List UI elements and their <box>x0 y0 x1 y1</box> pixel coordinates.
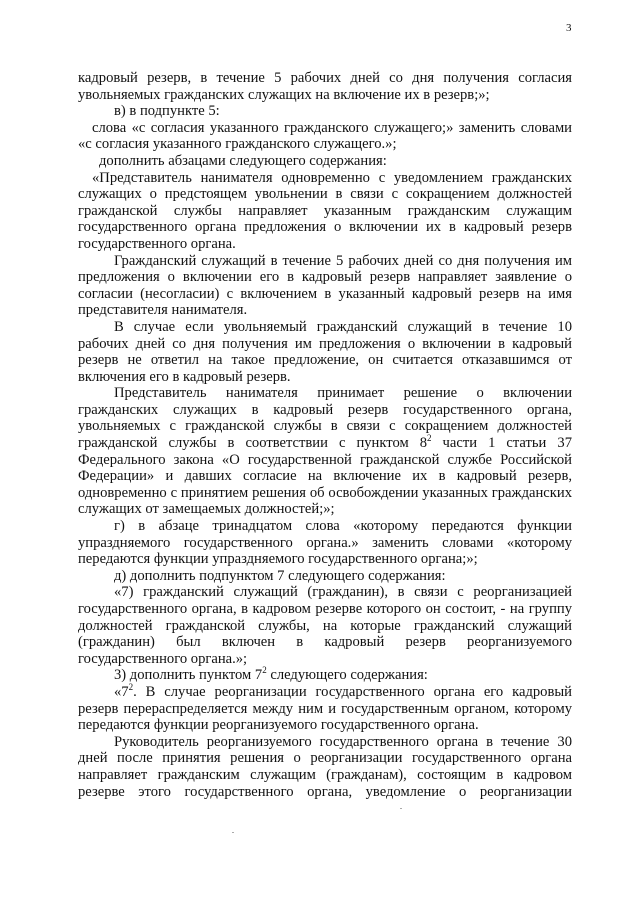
paragraph: кадровый резерв, в течение 5 рабочих дней со дня получения согласия увольняемых гражданских служащих на включение их в резерв;»; <box>78 70 572 103</box>
superscript: 2 <box>128 681 134 692</box>
superscript: 2 <box>262 665 267 676</box>
superscript: 2 <box>427 433 432 444</box>
paragraph <box>78 681 572 734</box>
paragraph-text: следующего содержания: <box>266 667 428 684</box>
paragraph: Гражданский служащий в течение 5 рабочих дней со дня получения им предложения о включении его в кадровый резерв направляет заявление о согласии (несогласии) с включением в указанный кадровый резерв на имя представителя нанимателя. <box>78 252 572 319</box>
paragraph: «Представитель нанимателя одновременно с уведомлением гражданских служащих о предстоящем увольнении в связи с сокращением должностей гражданской службы направляет указанным гражданским служащим государственного органа предложения о включении их в кадровый резерв государственного органа. <box>78 169 572 252</box>
paragraph-text: 3) дополнить пунктом 7 <box>114 667 263 684</box>
paragraph-text: «7 <box>114 683 129 700</box>
paragraph: «7) гражданский служащий (гражданин), в связи с реорганизацией государственного органа, в кадровом резерве которого он состоит, - на группу должностей гражданской службы, на которые гражданский служащий (гражданин) был включен в кадровый резерв реорганизуемого государственного органа.»; <box>78 584 572 667</box>
paragraph: в) в подпункте 5: <box>114 103 220 120</box>
page-number: 3 <box>566 22 572 34</box>
scan-speck <box>400 808 402 809</box>
paragraph-text: части 1 статьи 37 Федерального закона «О государственной гражданской службе Российской Федерации» и давших согласие на включение их в кадровый резерв, одновременно с принятием решения об освобождении указанных гражданских служащих от замещаемых должностей;»; <box>78 435 572 518</box>
paragraph: д) дополнить подпунктом 7 следующего содержания: <box>114 567 446 584</box>
paragraph: Руководитель реорганизуемого государственного органа в течение 30 дней после принятия решения о реорганизации государственного органа направляет гражданским служащим (гражданам), состоящим в кадровом резерве этого государственного органа, уведомление о реорганизации <box>78 733 572 800</box>
paragraph: дополнить абзацами следующего содержания: <box>99 152 387 169</box>
paragraph-text: Представитель нанимателя принимает решение о включении гражданских служащих в кадровый резерв государственного органа, увольняемых с гражданской службы в связи с сокращением должностей гражданской службы в соответствии с пунктом 8 <box>78 385 572 452</box>
paragraph-text: . В случае реорганизации государственного органа его кадровый резерв перераспределяется между ним и государственным органом, которому передаются функции реорганизуемого государственного органа. <box>78 683 572 734</box>
document-body <box>78 70 572 800</box>
paragraph: слова «с согласия указанного гражданского служащего;» заменить словами «с согласия указанного гражданского служащего.»; <box>78 119 572 153</box>
paragraph: г) в абзаце тринадцатом слова «которому передаются функции упраздняемого государственного органа.» заменить словами «которому передаются функции упраздняемого государственного органа;»; <box>78 518 572 568</box>
paragraph <box>78 385 572 518</box>
scan-speck <box>232 832 234 833</box>
paragraph: В случае если увольняемый гражданский служащий в течение 10 рабочих дней со дня получения им предложения о включении в кадровый резерв не ответил на такое предложение, он считается отказавшимся от включения его в кадровый резерв. <box>78 318 572 385</box>
paragraph <box>78 667 572 684</box>
